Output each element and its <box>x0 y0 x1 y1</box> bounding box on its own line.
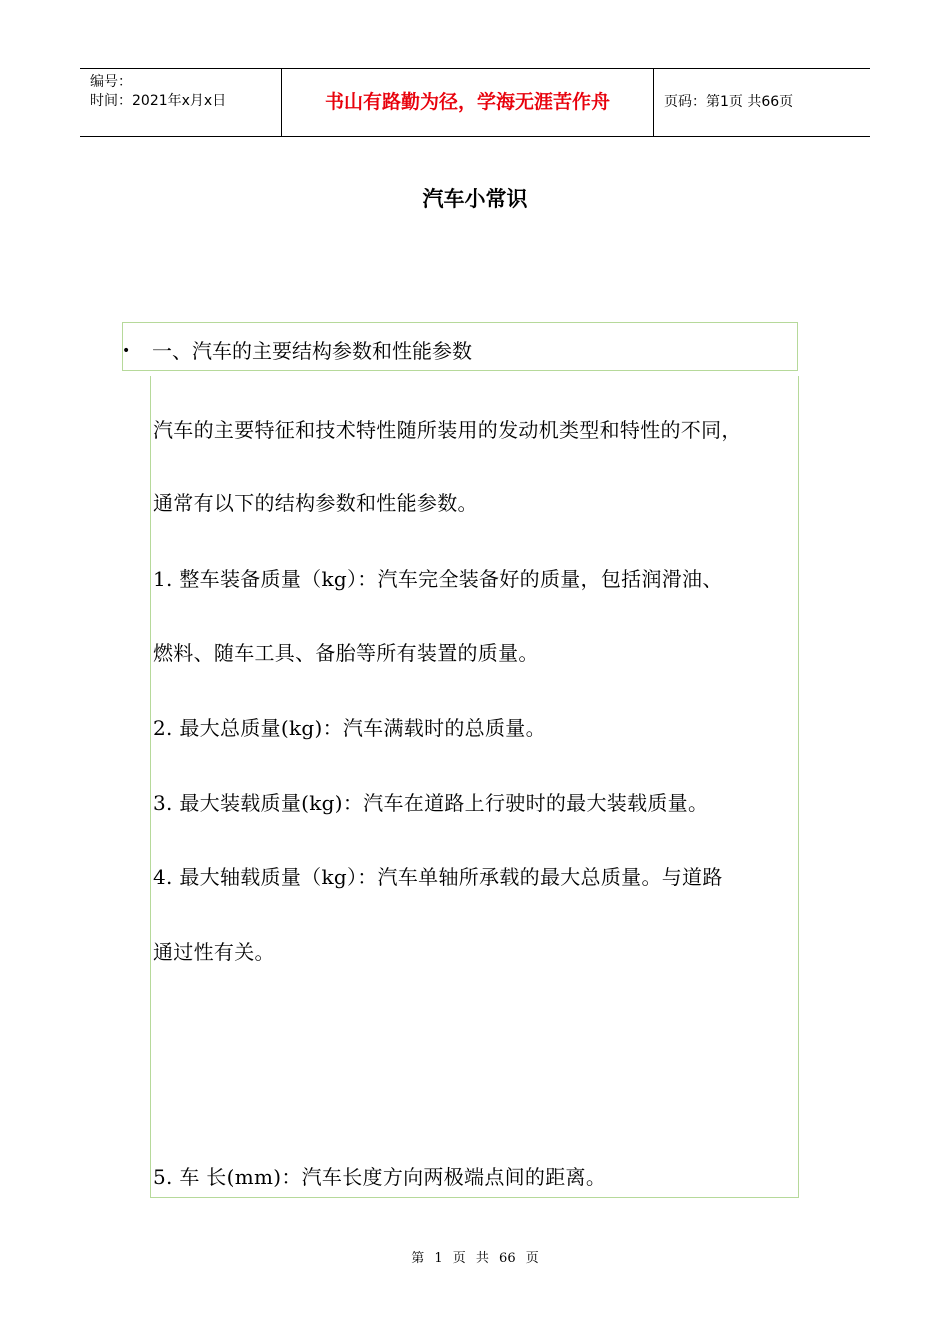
page-footer: 第 1 页 共 66 页 <box>411 1251 539 1266</box>
paragraph-line: 5. 车 长(mm)：汽车长度方向两极端点间的距离。 <box>153 1165 607 1189</box>
number-label: 编号： <box>90 74 132 90</box>
paragraph-line: 通过性有关。 <box>153 940 275 964</box>
paragraph-line: 燃料、随车工具、备胎等所有装置的质量。 <box>153 641 539 665</box>
paragraph-line: 4. 最大轴载质量（kg）：汽车单轴所承载的最大总质量。与道路 <box>153 865 723 889</box>
header-motto: 书山有路勤为径，学海无涯苦作舟 <box>281 69 654 136</box>
paragraph-line: 1. 整车装备质量（kg）：汽车完全装备好的质量，包括润滑油、 <box>153 567 723 591</box>
paragraph-line: 3. 最大装载质量(kg)：汽车在道路上行驶时的最大装载质量。 <box>153 791 709 815</box>
paragraph-line: 通常有以下的结构参数和性能参数。 <box>153 491 478 515</box>
time-label: 时间：2021年x月x日 <box>90 93 227 109</box>
page-header <box>80 68 870 137</box>
section-heading: 一、汽车的主要结构参数和性能参数 <box>152 339 472 363</box>
paragraph-line: 2. 最大总质量(kg)：汽车满载时的总质量。 <box>153 716 546 740</box>
paragraph-line: 汽车的主要特征和技术特性随所装用的发动机类型和特性的不同， <box>153 418 742 442</box>
page-title: 汽车小常识 <box>422 186 528 211</box>
header-meta <box>80 69 281 136</box>
header-page-info: 页码：第1页 共66页 <box>664 94 794 110</box>
bullet-icon: • <box>122 343 131 359</box>
